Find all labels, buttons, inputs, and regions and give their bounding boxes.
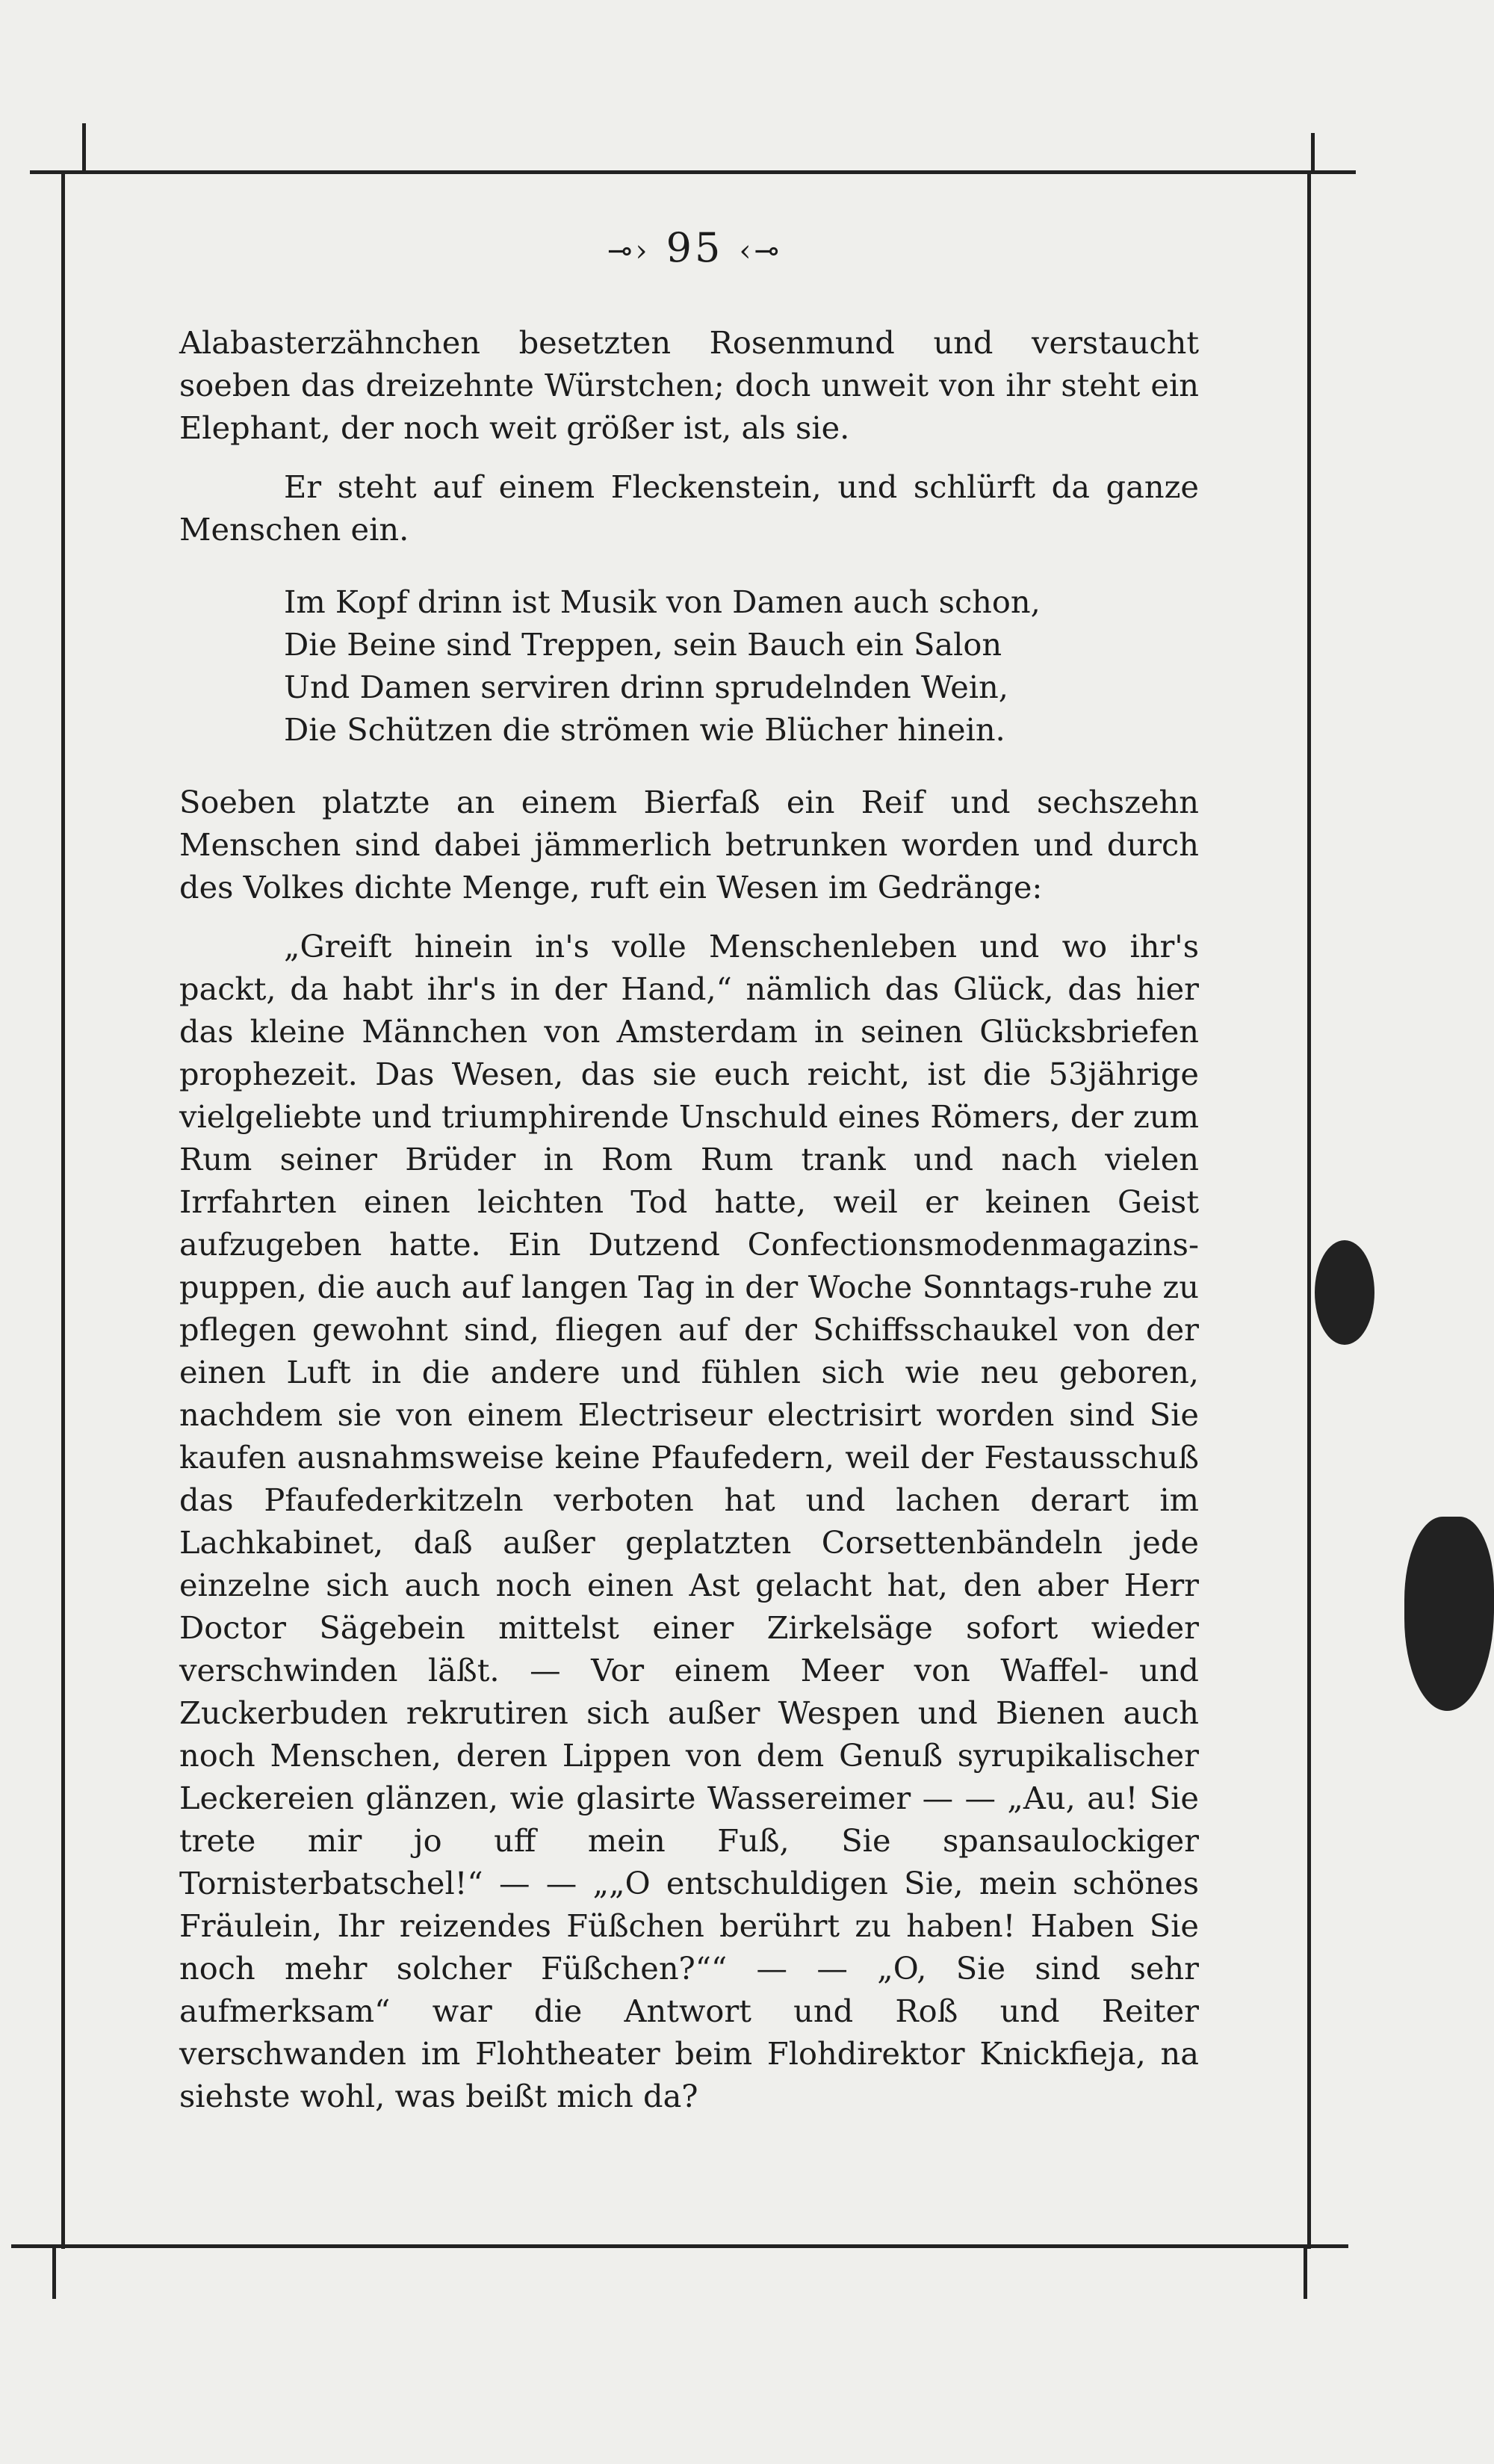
frame-tick-top-left [82, 123, 86, 173]
frame-right-rule [1307, 172, 1311, 2249]
ornament-right-icon: ‹⊸ [739, 234, 783, 268]
paragraph-1: Alabasterzähnchen besetzten Rosenmund und verstaucht soeben das dreizehnte Würstchen; doch unweit von ihr steht ein Elephant, der noch weit größer ist, als sie. [179, 324, 1199, 446]
verse-line-3: Und Damen serviren drinn sprudelnden Wein, [284, 669, 1008, 705]
frame-tick-bottom-right [1304, 2247, 1307, 2299]
body-text [179, 321, 1199, 2117]
ornament-left-icon: ⊸› [607, 234, 651, 268]
paragraph-2: Er steht auf einem Fleckenstein, und schlürft da ganze Menschen ein. [179, 468, 1199, 548]
frame-top-rule [30, 170, 1356, 174]
ink-blot [1315, 1240, 1374, 1345]
frame-left-rule [61, 172, 65, 2249]
frame-bottom-rule [11, 2244, 1348, 2248]
verse-line-4: Die Schützen die strömen wie Blücher hinein. [284, 711, 1005, 748]
frame-tick-top-right [1311, 133, 1315, 172]
ink-blot [1404, 1517, 1494, 1711]
page-number-value: 95 [666, 224, 724, 271]
verse-line-1: Im Kopf drinn ist Musik von Damen auch schon, [284, 584, 1041, 620]
paragraph-4: „Greift hinein in's volle Menschenleben und wo ihr's packt, da habt ihr's in der Hand,“ nämlich das Glück, das hier das kleine Männchen von Amsterdam in seinen Glücksbriefen prophezeit. Das Wesen, das sie euch reicht, ist die 53jährige vielgeliebte und triumphirende Unschuld eines Römers, der zum Rum seiner Brüder in Rom Rum trank und nach vielen Irrfahrten einen leichten Tod hatte, weil er keinen Geist aufzugeben hatte. Ein Dutzend Confectionsmodenmagazins-puppen, die auch auf langen Tag in der Woche Sonntags-ruhe zu pflegen gewohnt sind, fliegen auf der Schiffsschaukel von der einen Luft in die andere und fühlen sich wie neu geboren, nachdem sie von einem Electriseur electrisirt worden sind Sie kaufen ausnahmsweise keine Pfaufedern, weil der Festausschuß das Pfaufederkitzeln verboten hat und lachen derart im Lachkabinet, daß außer geplatzten Corsettenbändeln jede einzelne sich auch noch einen Ast gelacht hat, den aber Herr Doctor Sägebein mittelst einer Zirkelsäge sofort wieder verschwinden läßt. — Vor einem Meer von Waffel- und Zuckerbuden rekrutiren sich außer Wespen und Bienen auch noch Menschen, deren Lippen von dem Genuß syrupikalischer Leckereien glänzen, wie glasirte Wassereimer — — „Au, au! Sie trete mir jo uff mein Fuß, Sie spansaulockiger Tornisterbatschel!“ — — „„O entschuldigen Sie, mein schönes Fräulein, Ihr reizendes Füßchen berührt zu haben! Haben Sie noch mehr solcher Füßchen?““ — — „O, Sie sind sehr aufmerksam“ war die Antwort und Roß und Reiter verschwanden im Flohtheater beim Flohdirektor Knickfieja, na siehste wohl, was beißt mich da? [179, 928, 1199, 2114]
verse-line-2: Die Beine sind Treppen, sein Bauch ein Salon [284, 626, 1002, 663]
frame-tick-bottom-left [52, 2247, 56, 2299]
page-number [598, 224, 792, 271]
verse [284, 581, 1199, 751]
paragraph-3: Soeben platzte an einem Bierfaß ein Reif und sechszehn Menschen sind dabei jämmerlich betrunken worden und durch des Volkes dichte Menge, ruft ein Wesen im Gedränge: [179, 784, 1199, 906]
